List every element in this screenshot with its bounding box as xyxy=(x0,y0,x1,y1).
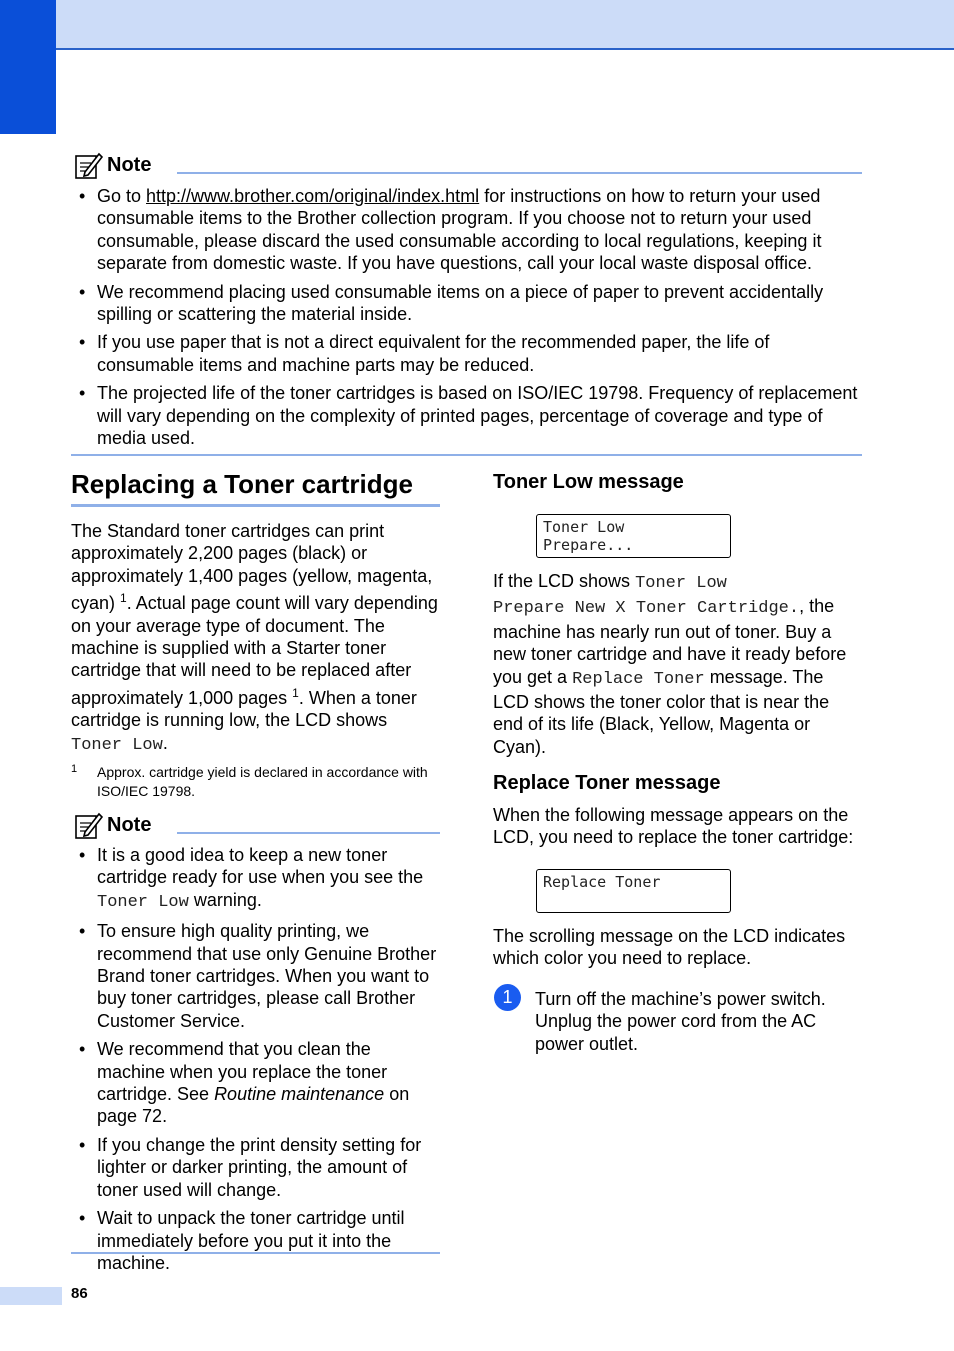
intro-paragraph: The Standard toner cartridges can print approximately 2,200 pages (black) or approximately 1,400 pages (yellow, magenta, cyan) $^1$. Actual page count will vary depending on your average type of document. The machine is supplied with a Starter toner cartridge that will need to be replaced after approximately 1,000 pages $^1$. When a toner cartridge is running low, the LCD shows Toner Low. xyxy=(71,521,438,755)
footnote-text: Approx. cartridge yield is declared in accordance with ISO/IEC 19798. xyxy=(97,764,428,799)
note-rule-top xyxy=(177,832,440,834)
section-title-underline xyxy=(71,504,440,507)
footnote-number: 1 xyxy=(71,763,78,775)
chapter-tab xyxy=(0,0,56,134)
page-number: 86 xyxy=(71,1285,88,1302)
note-rule-top xyxy=(177,172,862,174)
note-rule-bottom xyxy=(71,1252,440,1254)
step-text: Turn off the machine’s power switch. Unplug the power cord from the AC power outlet. xyxy=(535,989,826,1054)
note-bullet: • The projected life of the toner cartridges is based on ISO/IEC 19798. Frequency of replacement will vary depending on the complexity of printed pages, percentage of coverage and type of media used. xyxy=(71,382,871,449)
header-band xyxy=(56,0,954,50)
note-label: Note xyxy=(107,813,152,836)
note-label: Note xyxy=(107,153,152,176)
note-rule-bottom xyxy=(71,454,862,456)
replace-toner-heading: Replace Toner message xyxy=(493,772,721,794)
toner-low-paragraph: If the LCD shows Toner Low Prepare New X Toner Cartridge., the machine has nearly run out of toner. Buy a new toner cartridge and have it ready before you get a Replace Toner message. The LCD shows the toner color that is near the end of its life (Black, Yellow, Magenta or Cyan). xyxy=(493,571,847,757)
note-pencil-icon xyxy=(73,810,103,840)
scrolling-message-paragraph: The scrolling message on the LCD indicates which color you need to replace. xyxy=(493,926,846,969)
note-heading xyxy=(73,810,151,840)
collection-program-link[interactable]: http://www.brother.com/original/index.html xyxy=(146,186,480,206)
note-bullet: • Wait to unpack the toner cartridge until immediately before you put it into the machine. xyxy=(71,1207,443,1274)
note-bullet: • We recommend placing used consumable items on a piece of paper to prevent accidentally spilling or scattering the material inside. xyxy=(71,281,871,326)
note-bullet: • If you use paper that is not a direct equivalent for the recommended paper, the life of consumable items and machine parts may be reduced. xyxy=(71,331,871,376)
replace-toner-paragraph: When the following message appears on the LCD, you need to replace the toner cartridge: xyxy=(493,805,854,848)
routine-maintenance-ref: Routine maintenance xyxy=(214,1084,385,1105)
toner-low-heading: Toner Low message xyxy=(493,471,684,493)
note-bullet: • Go to http://www.brother.com/original/index.html for instructions on how to return your used consumable items to the Brother collection program. If you choose not to return your used consumable, please discard the used consumable according to local regulations, keeping it separate from domestic waste. If you have questions, call your local waste disposal office. xyxy=(71,185,871,275)
footer-band xyxy=(0,1287,62,1305)
note-heading xyxy=(73,150,151,180)
note-bullet: • It is a good idea to keep a new toner cartridge ready for use when you see the Toner Low warning. xyxy=(71,844,443,914)
note-bullet: • To ensure high quality printing, we recommend that use only Genuine Brother Brand toner cartridges. When you want to buy toner cartridges, please call Brother Customer Service. xyxy=(71,920,443,1032)
note-pencil-icon xyxy=(73,150,103,180)
section-title: Replacing a Toner cartridge xyxy=(71,469,413,499)
note-bullet: • We recommend that you clean the machine when you replace the toner cartridge. See Routine maintenance on page 72. xyxy=(71,1038,443,1128)
note-bullet-list xyxy=(71,185,871,455)
step-number-badge: 1 xyxy=(494,984,521,1011)
note-bullet-list xyxy=(71,844,443,1280)
lcd-display-replace-toner: Replace Toner xyxy=(536,869,731,913)
note-bullet: • If you change the print density setting for lighter or darker printing, the amount of toner used will change. xyxy=(71,1134,443,1201)
lcd-display-toner-low: Toner Low Prepare... xyxy=(536,514,731,558)
